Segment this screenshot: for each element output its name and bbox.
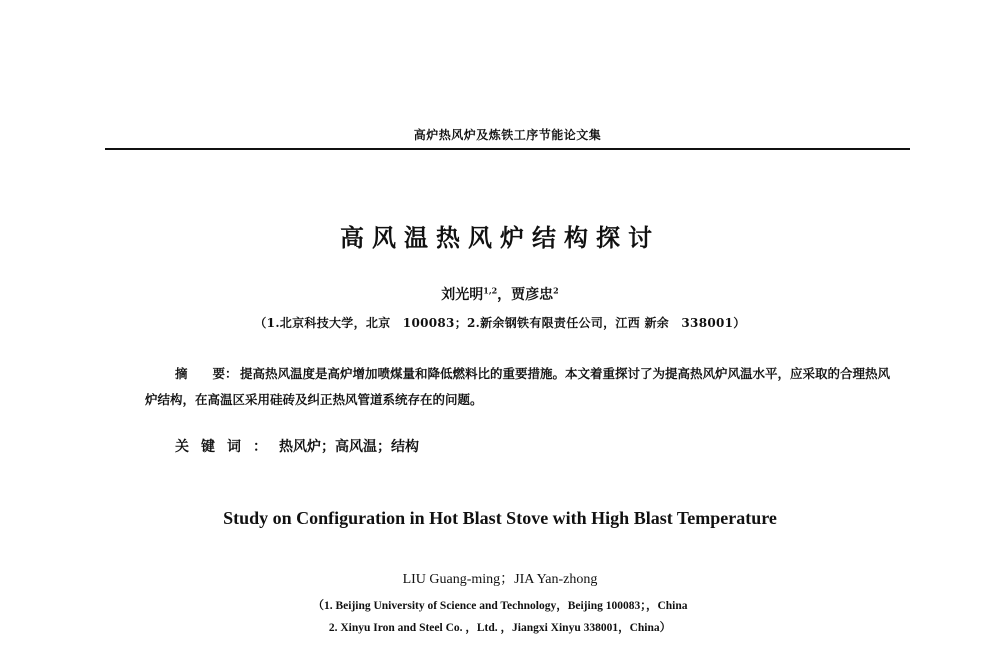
affiliation-cn: （1.北京科技大学，北京 100083；2.新余钢铁有限责任公司，江西 新余 338001） — [254, 316, 746, 330]
abstract-label-text: 摘 要： — [175, 366, 238, 381]
authors-cn — [0, 284, 1000, 304]
author-1-name: 刘光明 — [441, 287, 484, 303]
affiliation-en-line1: （1. Beijing University of Science and Technology，Beijing 100083；，China — [312, 600, 688, 612]
keywords-text: 热风炉；高风温；结构 — [279, 439, 419, 455]
authors-en: LIU Guang-ming；JIA Yan-zhong — [402, 572, 598, 587]
affiliation-en-line2: 2. Xinyu Iron and Steel Co. ，Ltd. ，Jiangxi Xinyu 338001，China） — [328, 622, 672, 634]
abstract-cn — [145, 361, 890, 413]
author-1-affil-marker: 1,2 — [483, 285, 498, 296]
keywords-cn — [175, 436, 875, 456]
author-2-affil-marker: 2 — [553, 285, 559, 296]
keywords-label: 关键词： — [175, 439, 279, 455]
author-separator: ， — [497, 287, 512, 303]
title-en: Study on Configuration in Hot Blast Stove with High Blast Temperature — [223, 508, 777, 528]
abstract-text: 提高热风温度是高炉增加喷煤量和降低燃料比的重要措施。本文着重探讨了为提高热风炉风温水平，应采取的合理热风炉结构，在高温区采用硅砖及纠正热风管道系统存在的问题。 — [145, 366, 891, 407]
abstract-label — [145, 361, 240, 387]
running-header: 高炉热风炉及炼铁工序节能论文集 — [413, 128, 602, 142]
author-2-name: 贾彦忠 — [511, 287, 554, 303]
header-rule — [105, 148, 910, 150]
title-cn: 高风温热风炉结构探讨 — [340, 223, 660, 252]
